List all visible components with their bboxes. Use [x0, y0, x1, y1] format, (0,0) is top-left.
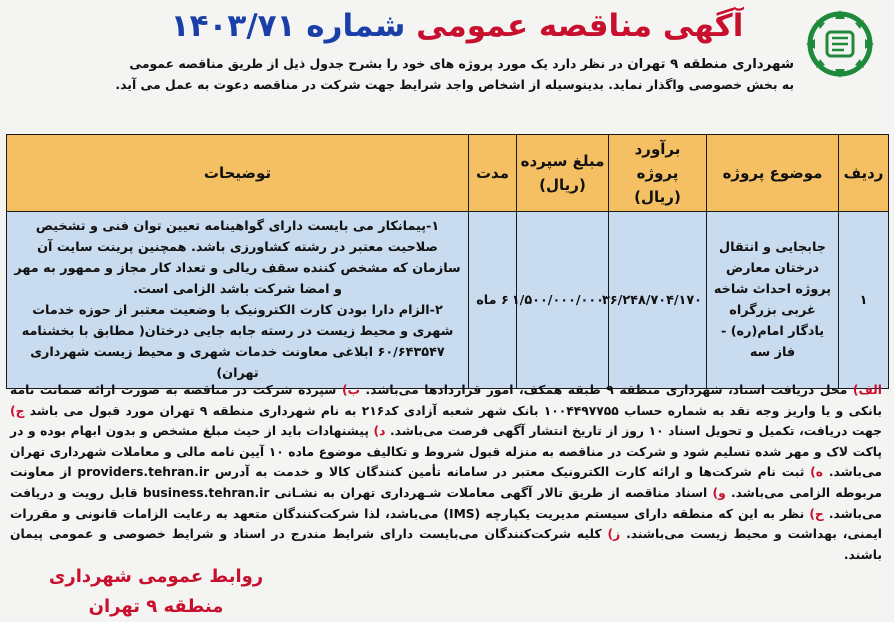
- condition-g: نظر به این که منطقه دارای سیستم مدیریت یکپارچه (IMS) می‌باشد، لذا شرکت‌کنندگان متعهد به رعایت الزامات قانونی و مقررات ایمنی، بهداشت و محیط زیست می‌باشند.: [10, 506, 882, 542]
- conditions-paragraph: [10, 380, 882, 565]
- tehran-municipality-logo: [794, 4, 886, 82]
- condition-a: محل دریافت اسناد، شهرداری منطقه ۹ طبقه همکف، امور قراردادها می‌باشد.: [365, 383, 848, 397]
- condition-e: ثبت نام شرکت‌ها و ارائه کارت الکترونیک معتبر در سامانه تأمین کنندگان کالا و خدمت به آدرس: [214, 465, 805, 480]
- public-relations-signature: روابط عمومی شهرداری منطقه ۹ تهران: [48, 566, 264, 617]
- condition-h: کلیه شرکت‌کنندگان می‌بایست دارای شرایط مندرج در اسناد و شرایط خصوصی و عمومی پیمان باشند.: [10, 527, 882, 562]
- table-header-row: [7, 135, 889, 212]
- table-row: [7, 212, 889, 389]
- providers-url: providers.tehran.ir: [77, 465, 210, 480]
- intro-paragraph: [14, 54, 794, 95]
- condition-b: سپرده شرکت در مناقصه به صورت ارائه ضمانت نامه بانکی و یا واریز وجه نقد به شماره حساب ۱۰۰۴۴۹۷۷۵۵ بانک شهر شعبه آزادی کد۲۱۶ به نام شهرداری منطقه ۹ تهران مورد قبول می باشد: [10, 383, 883, 418]
- condition-d: پیشنهادات باید از حیث مبلغ مشخص و بدون ابهام بوده و در پاکت لاک و مهر شده تسلیم شود و شرکت در مناقصه به منزله قبول شروط و تکالیف موضوع ماده ۱۰ آیین نامه مالی و معاملات شهرداری تهران می‌باشد.: [10, 424, 883, 480]
- header-subject: موضوع پروژه: [707, 135, 839, 212]
- intro-line-2: به بخش خصوصی واگذار نماید. بدینوسیله از اشخاص واجد شرایط جهت شرکت در مناقصه دعوت به عمل می آید.: [115, 77, 794, 92]
- organization-name: شهرداری منطقه ۹ تهران: [627, 57, 794, 72]
- condition-f-tail: قابل رویت و دریافت می‌باشد.: [10, 485, 883, 521]
- mark-c: ج): [10, 403, 25, 418]
- cell-row-no: ۱: [839, 212, 889, 389]
- tender-table: [6, 134, 889, 389]
- mark-h: ز): [607, 527, 621, 542]
- mark-b: ب): [341, 383, 360, 397]
- cell-deposit: ۱/۵۰۰/۰۰۰/۰۰۰: [517, 212, 609, 389]
- notice-title: [120, 2, 794, 52]
- business-url: business.tehran.ir: [142, 485, 270, 500]
- condition-e-tail: از معاونت مربوطه الزامی می‌باشد.: [10, 465, 883, 500]
- notice-title-main: آگهی مناقصه عمومی: [416, 8, 744, 44]
- note-item-2: ۲-الزام دارا بودن کارت الکترونیک با وضعیت معتبر از حوزه خدمات شهری و محیط زیست در رسته جابه جایی درختان( مطابق با بخشنامه ۶۰/۶۴۳۵۴۷ ابلاغی معاونت خدمات شهری و محیط زیست شهرداری تهران): [21, 303, 454, 381]
- header-notes: توضیحات: [7, 135, 469, 212]
- intro-line-1: در نظر دارد یک مورد پروژه های خود را بشرح جدول ذیل از طریق مناقصه عمومی: [129, 56, 623, 71]
- header-estimate: برآورد پروژه (ریال): [609, 135, 707, 212]
- header-duration: مدت: [469, 135, 517, 212]
- condition-f: اسناد مناقصه از طریق تالار آگهی معاملات شـهرداری تهران به نشـانی: [274, 485, 708, 500]
- cell-estimate: ۳۶/۲۴۸/۷۰۴/۱۷۰: [609, 212, 707, 389]
- mark-a: الف): [852, 383, 883, 397]
- note-item-1: ۱-پیمانکار می بایست دارای گواهینامه تعیین توان فنی و تشخیص صلاحیت معتبر در رشته کشاورزی باشد. همچنین پرینت سایت آن سازمان که مشخص کننده سقف ریالی و تعداد کار مجاز و ممهور به مهر و امضا شرکت باشد الزامی است.: [14, 219, 461, 297]
- cell-notes: [7, 212, 469, 389]
- header-deposit: مبلغ سپرده (ریال): [517, 135, 609, 212]
- cell-duration: ۶ ماه: [469, 212, 517, 389]
- mark-e: ه): [810, 465, 824, 480]
- mark-g: ح): [809, 506, 824, 521]
- mark-f: و): [712, 485, 726, 500]
- condition-c: جهت دریافت، تکمیل و تحویل اسناد ۱۰ روز از تاریخ انتشار آگهی فرصت می‌باشد.: [390, 424, 882, 439]
- notice-title-number: شماره ۱۴۰۳/۷۱: [170, 8, 406, 44]
- header-row-no: ردیف: [839, 135, 889, 212]
- cell-subject: جابجایی و انتقال درختان معارض پروژه احداث شاخه غربی بزرگراه یادگار امام(ره) - فاز سه: [707, 212, 839, 389]
- mark-d: د): [373, 424, 386, 439]
